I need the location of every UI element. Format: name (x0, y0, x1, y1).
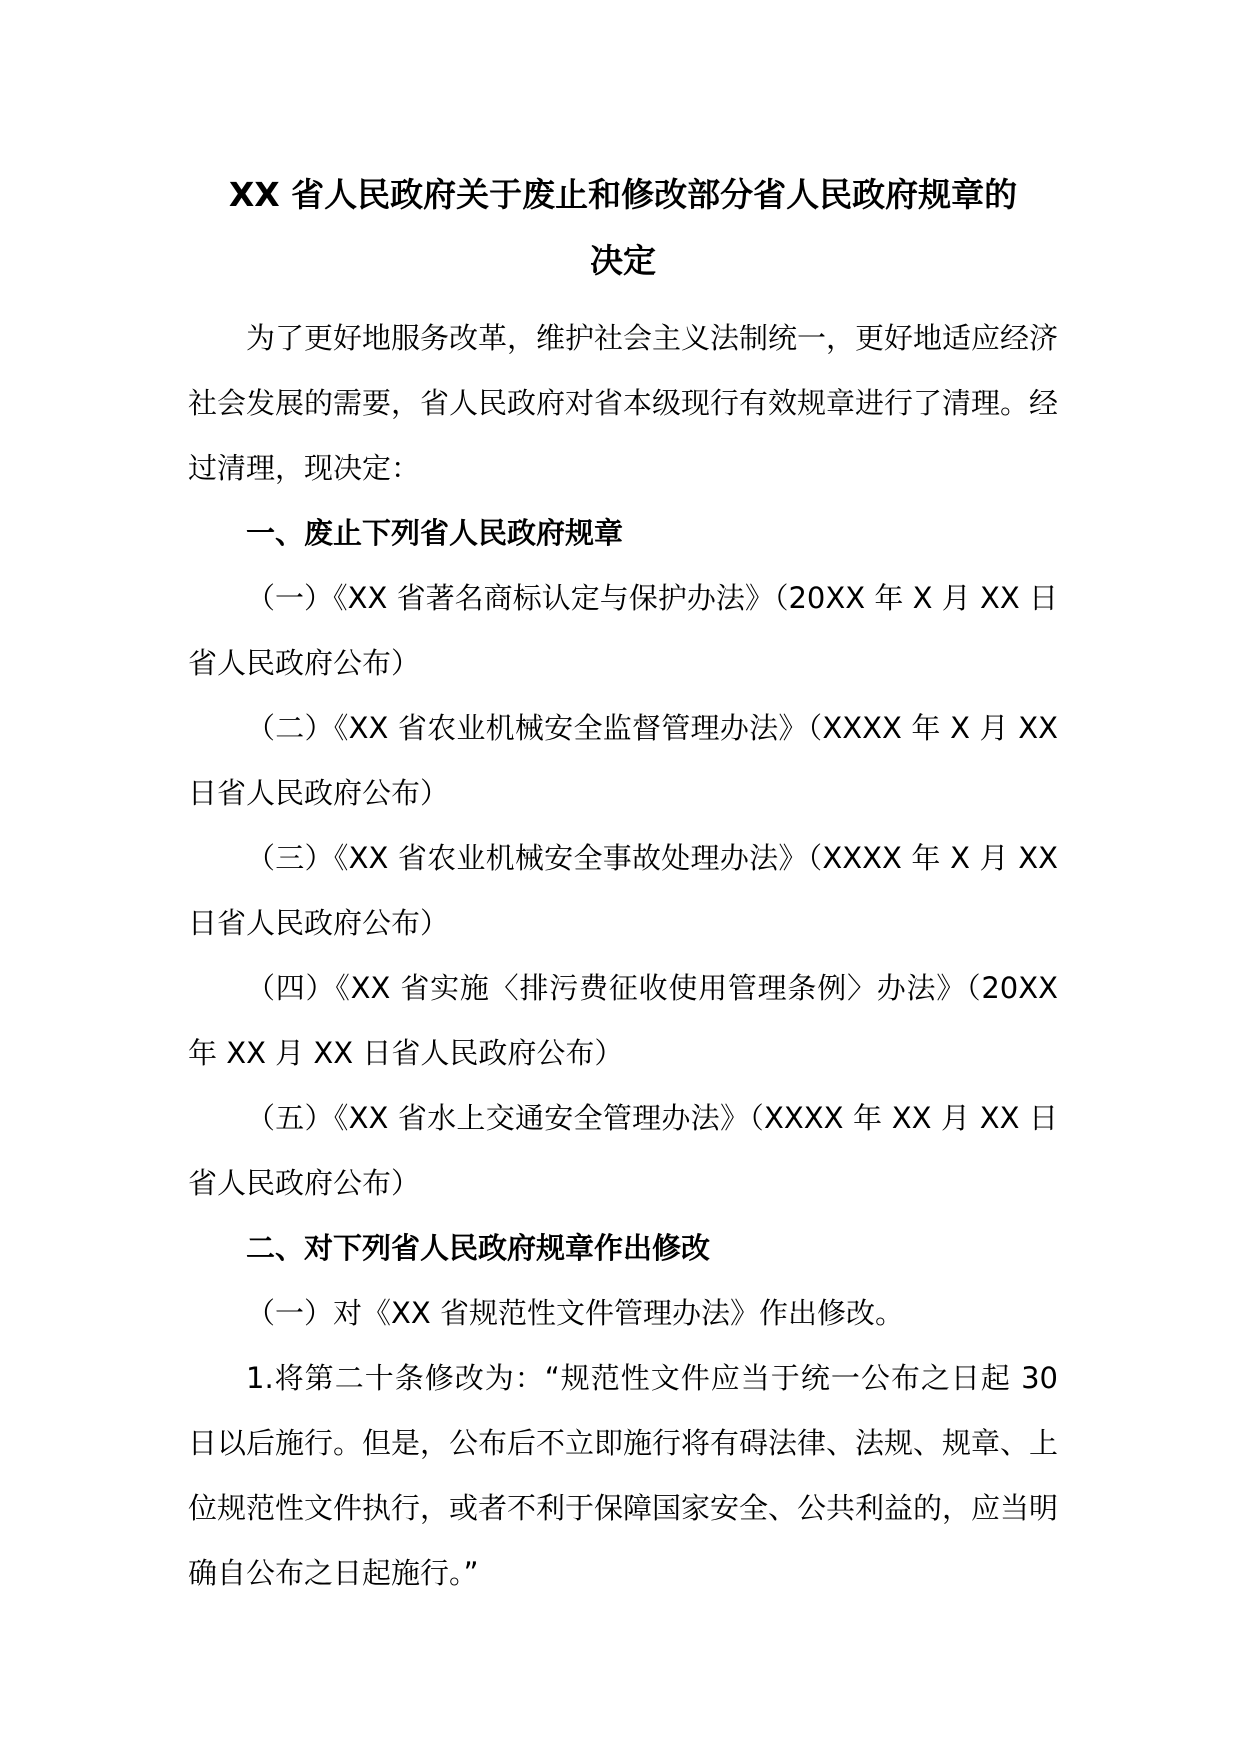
section-2-clause-1: 1.将第二十条修改为：“规范性文件应当于统一公布之日起 30 日以后施行。但是，公布后不立即施行将有碍法律、法规、规章、上位规范性文件执行，或者不利于保障国家安全、公共利益的，应当明确自公布之日起施行。” (188, 1361, 1059, 1590)
document-title-line-1: XX 省人民政府关于废止和修改部分省人民政府规章的 (228, 175, 1018, 214)
section-1-item-4: （四）《XX 省实施〈排污费征收使用管理条例〉办法》（20XX 年 XX 月 XX 日省人民政府公布） (188, 971, 1058, 1070)
section-2-item-1: （一）对《XX 省规范性文件管理办法》作出修改。 (246, 1296, 904, 1330)
intro-paragraph: 为了更好地服务改革，维护社会主义法制统一，更好地适应经济社会发展的需要，省人民政府对省本级现行有效规章进行了清理。经过清理，现决定： (188, 321, 1059, 485)
section-1-heading: 一、废止下列省人民政府规章 (246, 516, 624, 550)
document-title-line-2: 决定 (590, 241, 656, 280)
section-2-heading: 二、对下列省人民政府规章作出修改 (246, 1231, 711, 1265)
section-1-item-5: （五）《XX 省水上交通安全管理办法》（XXXX 年 XX 月 XX 日省人民政府公布） (188, 1101, 1058, 1200)
section-1-item-1: （一）《XX 省著名商标认定与保护办法》（20XX 年 X 月 XX 日省人民政府公布） (188, 581, 1058, 680)
section-1-item-2: （二）《XX 省农业机械安全监督管理办法》（XXXX 年 X 月 XX 日省人民政府公布） (188, 711, 1058, 810)
document-body (188, 306, 1058, 1606)
section-1-item-3: （三）《XX 省农业机械安全事故处理办法》（XXXX 年 X 月 XX 日省人民政府公布） (188, 841, 1058, 940)
